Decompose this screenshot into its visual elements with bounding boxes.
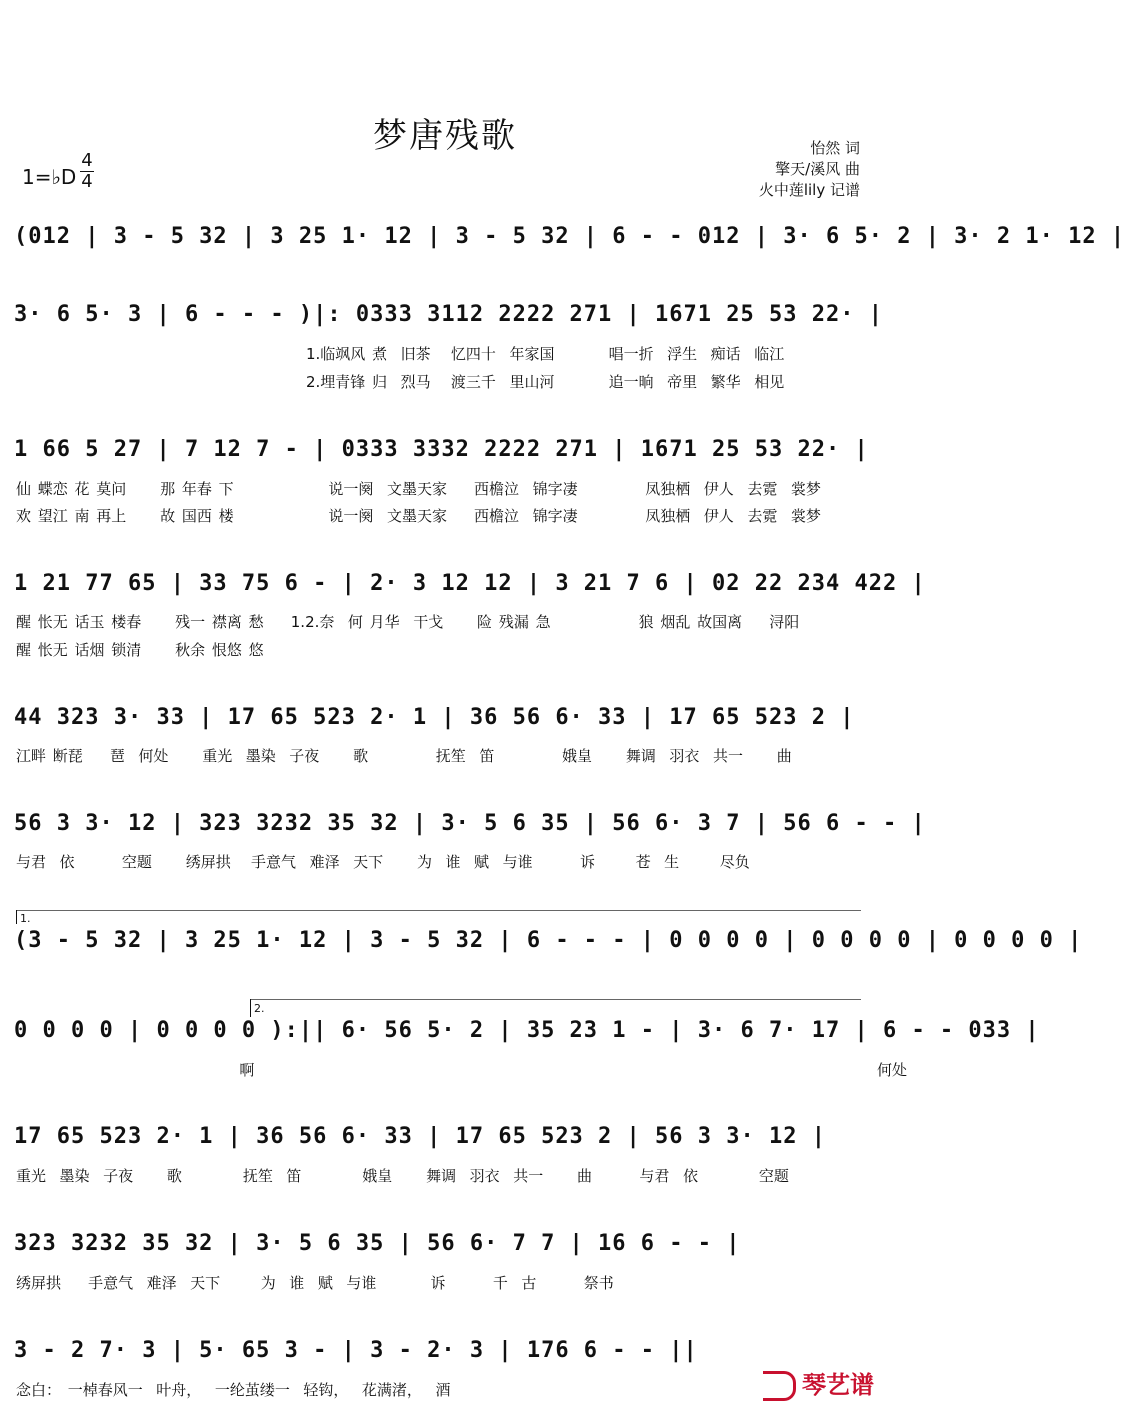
notation-row-2: 3· 6 5· 3 | 6 - - - )|: 0333 3112 2222 271 | 1671 25 53 22· | [14,302,883,327]
notation-row-11: 3 - 2 7· 3 | 5· 65 3 - | 3 - 2· 3 | 176 6 - - || [14,1338,698,1363]
notation-row-4: 1 21 77 65 | 33 75 6 - | 2· 3 12 12 | 3 21 7 6 | 02 22 234 422 | [14,571,926,596]
notation-row-7: (3 - 5 32 | 3 25 1· 12 | 3 - 5 32 | 6 - - - | 0 0 0 0 | 0 0 0 0 | 0 0 0 0 | [14,928,1083,953]
lyric-row-6: 与君 依 空题 绣屏拱 手意气 难泽 天下 为 谁 赋 与谁 诉 苍 生 尽负 [16,853,750,871]
volta-1-label: 1. [20,912,31,925]
notation-row-8: 0 0 0 0 | 0 0 0 0 ):|| 6· 56 5· 2 | 35 23 1 - | 3· 6 7· 17 | 6 - - 033 | [14,1018,1040,1043]
time-signature [80,152,94,191]
lyric-row-2-verse-2: 2.埋青锋 归 烈马 渡三千 里山河 追一晌 帝里 繁华 相见 [306,373,785,391]
lyric-row-10: 绣屏拱 手意气 难泽 天下 为 谁 赋 与谁 诉 千 古 祭书 [16,1274,614,1292]
key-signature: 1=♭D [22,165,77,189]
notation-row-3: 1 66 5 27 | 7 12 7 - | 0333 3332 2222 271 | 1671 25 53 22· | [14,437,869,462]
notation-row-9: 17 65 523 2· 1 | 36 56 6· 33 | 17 65 523 2 | 56 3 3· 12 | [14,1124,826,1149]
site-logo[interactable] [746,1337,874,1401]
volta-1-bracket [16,910,861,911]
lyric-row-3-verse-2: 欢 望江 南 再上 故 国西 楼 说一阕 文墨天家 西檐泣 锦字凄 凤独栖 伊人 去霓 裳梦 [16,507,821,525]
volta-2-label: 2. [254,1002,265,1015]
site-logo-text: 琴艺谱 [802,1371,874,1399]
lyric-row-4-verse-1: 醒 怅无 话玉 楼春 残一 襟离 愁 1.2.奈 何 月华 干戈 险 残漏 急 狼 烟乱 故国离 浔阳 [16,613,800,631]
transcriber-credit: 火中莲lily 记谱 [758,181,860,199]
lyric-row-11-recitation: 念白： 一棹春风一 叶舟， 一纶茧缕一 轻钩， 花满渚， 酒 [16,1381,451,1399]
notation-row-1: (012 | 3 - 5 32 | 3 25 1· 12 | 3 - 5 32 | 6 - - 012 | 3· 6 5· 2 | 3· 2 1· 12 | [14,224,1125,249]
volta-1-bracket-edge [16,910,17,924]
lyric-row-2-verse-1: 1.临飒风 煮 旧茶 忆四十 年家国 唱一折 浮生 痴话 临江 [306,345,785,363]
volta-2-bracket-edge [250,999,251,1017]
lyric-row-9: 重光 墨染 子夜 歌 抚笙 笛 娥皇 舞调 羽衣 共一 曲 与君 依 空题 [16,1167,789,1185]
lyricist-credit: 怡然 词 [810,139,860,157]
volta-2-bracket [250,999,861,1000]
notation-row-10: 323 3232 35 32 | 3· 5 6 35 | 56 6· 7 7 | 16 6 - - | [14,1231,741,1256]
notation-row-5: 44 323 3· 33 | 17 65 523 2· 1 | 36 56 6· 33 | 17 65 523 2 | [14,705,855,730]
time-signature-top: 4 [81,150,93,171]
lyric-row-5: 江畔 断琵 琶 何处 重光 墨染 子夜 歌 抚笙 笛 娥皇 舞调 羽衣 共一 曲 [16,747,792,765]
time-signature-bottom: 4 [81,171,93,192]
lyric-row-4-verse-2: 醒 怅无 话烟 锁清 秋余 恨悠 悠 [16,641,264,659]
composer-credit: 擎天/溪风 曲 [775,160,860,178]
lyric-row-8: 啊 何处 [16,1061,908,1079]
qinyipu-logo-icon [763,1371,796,1401]
score-title: 梦唐残歌 [373,116,517,156]
notation-row-6: 56 3 3· 12 | 323 3232 35 32 | 3· 5 6 35 | 56 6· 3 7 | 56 6 - - | [14,811,926,836]
lyric-row-3-verse-1: 仙 蝶恋 花 莫问 那 年春 下 说一阕 文墨天家 西檐泣 锦字凄 凤独栖 伊人 去霓 裳梦 [16,480,821,498]
